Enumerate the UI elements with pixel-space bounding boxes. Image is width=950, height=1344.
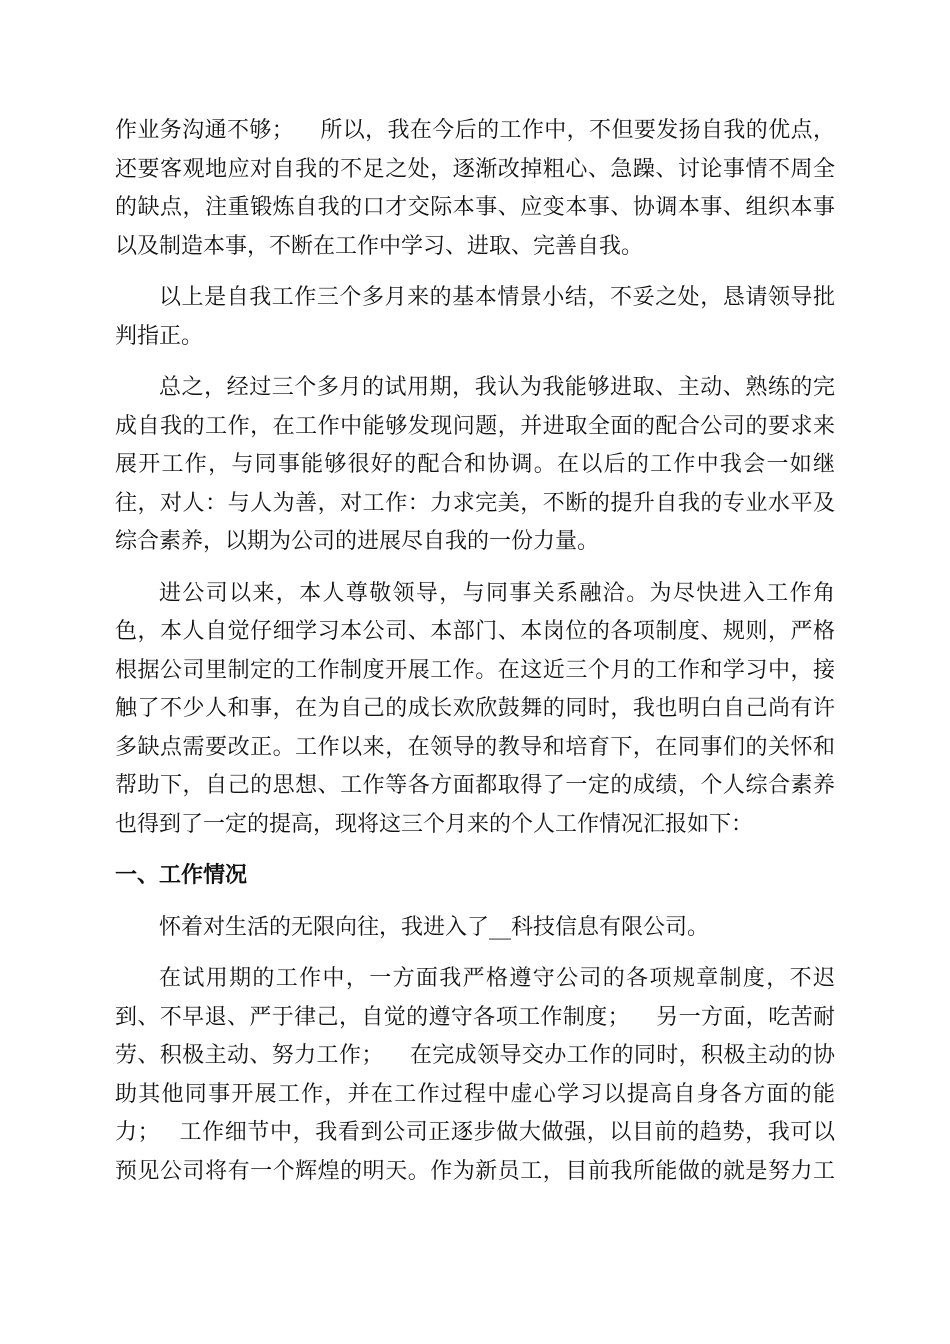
text-line: 作业务沟通不够； 所以，我在今后的工作中，不但要发扬自我的优点， bbox=[115, 118, 835, 143]
text-line: 的缺点，注重锻炼自我的口才交际本事、应变本事、协调本事、组织本事 bbox=[115, 195, 835, 220]
paragraph-4 bbox=[115, 575, 835, 845]
text-line: 还要客观地应对自我的不足之处，逐渐改掉粗心、急躁、讨论事情不周全 bbox=[115, 156, 835, 182]
text-line: 劳、积极主动、努力工作； 在完成领导交办工作的同时，积极主动的协 bbox=[115, 1043, 835, 1068]
text-line: 总之，经过三个多月的试用期，我认为我能够进取、主动、熟练的完 bbox=[159, 375, 835, 400]
text-line: 进公司以来，本人尊敬领导，与同事关系融洽。为尽快进入工作角 bbox=[159, 580, 835, 606]
paragraph-5 bbox=[115, 909, 835, 948]
text-line: 色，本人自觉仔细学习本公司、本部门、本岗位的各项制度、规则，严格 bbox=[115, 619, 835, 644]
text-line: 以上是自我工作三个多月来的基本情景小结，不妥之处，恳请领导批 bbox=[159, 285, 835, 310]
paragraph-2 bbox=[115, 279, 835, 356]
text-line: 往，对人：与人为善，对工作：力求完美，不断的提升自我的专业水平及 bbox=[115, 490, 835, 516]
text-line: 触了不少人和事，在为自己的成长欢欣鼓舞的同时，我也明白自己尚有许 bbox=[115, 696, 835, 721]
text-line: 在试用期的工作中，一方面我严格遵守公司的各项规章制度，不迟 bbox=[159, 966, 835, 991]
text-line: 根据公司里制定的工作制度开展工作。在这近三个月的工作和学习中，接 bbox=[115, 657, 835, 683]
text-line: 综合素养，以期为公司的进展尽自我的一份力量。 bbox=[115, 529, 600, 554]
text-line: 到、不早退、严于律己，自觉的遵守各项工作制度； 另一方面，吃苦耐 bbox=[115, 1004, 835, 1030]
text-line: 成自我的工作，在工作中能够发现问题，并进取全面的配合公司的要求来 bbox=[115, 413, 835, 439]
text-line: 以及制造本事，不断在工作中学习、进取、完善自我。 bbox=[115, 233, 644, 259]
text-line: 判指正。 bbox=[115, 323, 204, 349]
text-line: 展开工作，与同事能够很好的配合和协调。在以后的工作中我会一如继 bbox=[115, 452, 835, 477]
paragraph-1 bbox=[115, 112, 835, 266]
text-line: 怀着对生活的无限向往，我进入了__科技信息有限公司。 bbox=[159, 914, 710, 940]
text-line: 帮助下，自己的思想、工作等各方面都取得了一定的成绩，个人综合素养 bbox=[115, 773, 835, 798]
text-line: 多缺点需要改正。工作以来，在领导的教导和培育下，在同事们的关怀和 bbox=[115, 734, 835, 760]
text-line: 助其他同事开展工作，并在工作过程中虚心学习以提高自身各方面的能 bbox=[115, 1081, 835, 1107]
document-page bbox=[115, 112, 835, 1191]
paragraph-6 bbox=[115, 960, 835, 1191]
section-heading: 一、工作情况 bbox=[115, 863, 248, 888]
text-line: 也得到了一定的提高，现将这三个月来的个人工作情况汇报如下： bbox=[115, 811, 754, 837]
paragraph-3 bbox=[115, 369, 835, 562]
text-line: 力； 工作细节中，我看到公司正逐步做大做强，以目前的趋势，我可以 bbox=[115, 1120, 835, 1145]
text-line: 预见公司将有一个辉煌的明天。作为新员工，目前我所能做的就是努力工 bbox=[115, 1158, 835, 1184]
